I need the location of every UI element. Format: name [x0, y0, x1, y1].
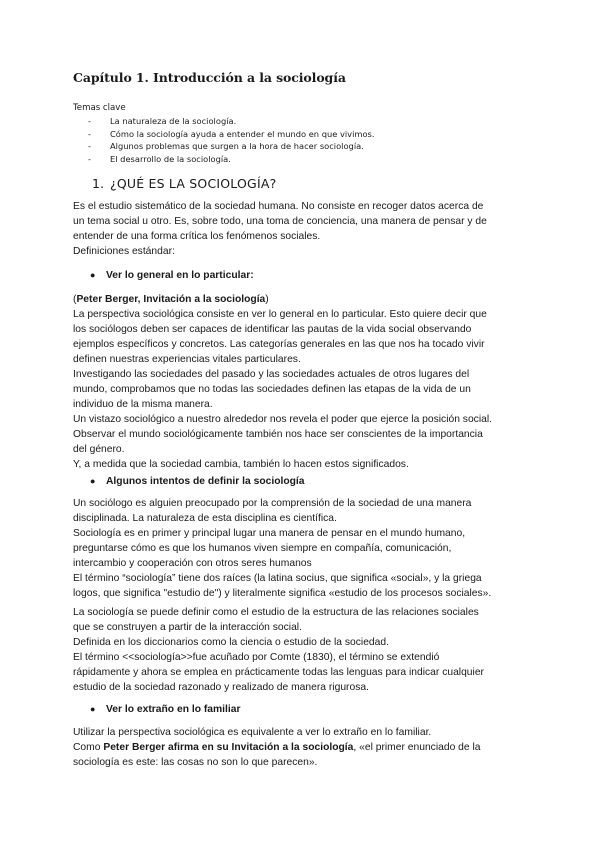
text-line: La sociología se puede definir como el estudio de la estructura de las relaciones sociales — [73, 607, 479, 618]
list-item: - Algunos problemas que surgen a la hora de hacer sociología. — [88, 141, 364, 152]
chapter-title: Capítulo 1. Introducción a la sociología — [73, 70, 346, 85]
text-line: del género. — [73, 444, 125, 455]
text-line: Utilizar la perspectiva sociológica es equivalente a ver lo extraño en lo familiar. — [73, 727, 432, 738]
section-heading — [92, 176, 276, 191]
temas-clave-list — [88, 115, 375, 165]
text-line: un tema social u otro. Es, sobre todo, una toma de conciencia, una manera de pensar y de — [73, 216, 487, 227]
bullet-heading-definir: ● Algunos intentos de definir la sociología — [90, 476, 305, 487]
text-line: definen nuestras experiencias vitales particulares. — [73, 354, 301, 365]
bullet-heading-extrano: ● Ver lo extraño en lo familiar — [90, 704, 241, 715]
text-line: sociología es este: las cosas no son lo que parecen». — [73, 757, 318, 768]
text-line: disciplinada. La naturaleza de esta disciplina es científica. — [73, 513, 337, 524]
text-line: Un sociólogo es alguien preocupado por la comprensión de la sociedad de una manera — [73, 498, 472, 509]
text-line: mundo, comprobamos que no todas las sociedades definen las etapas de la vida de un — [73, 384, 471, 395]
text-line: estudio de la sociedad razonado y realizado de manera rigurosa. — [73, 682, 369, 693]
text-line: rápidamente y ahora se emplea en prácticamente todas las lenguas para indicar cualquier — [73, 667, 484, 678]
text-line: Como Peter Berger afirma en su Invitación a la sociología, «el primer enunciado de la — [73, 742, 481, 753]
text-line: Observar el mundo sociológicamente también nos hace ser conscientes de la importancia — [73, 429, 483, 440]
text-line: El término “sociología” tiene dos raíces (la latina socius, que significa «social», y la griega — [73, 573, 482, 584]
text-line: Definida en los diccionarios como la ciencia o estudio de la sociedad. — [73, 637, 389, 648]
bullet-dot-icon: ● — [90, 476, 96, 486]
text-line: entender de una forma crítica los fenómenos sociales. — [73, 231, 321, 242]
bullet-dot-icon: ● — [90, 704, 96, 714]
text-line: Definiciones estándar: — [73, 246, 175, 257]
list-item: - Cómo la sociología ayuda a entender el mundo en que vivimos. — [88, 128, 375, 139]
dash-marker: - — [88, 141, 91, 152]
structure-paragraph — [73, 605, 533, 695]
text-line: preguntarse cómo es que los humanos viven siempre en compañía, comunicación, — [73, 543, 452, 554]
text-line: ejemplos específicos y concretos. Las categorías generales en las que nos ha tocado vivir — [73, 339, 485, 350]
dash-marker: - — [88, 116, 91, 126]
citation-line: (Peter Berger, Invitación a la sociología) — [73, 294, 269, 305]
text-line: los sociólogos deben ser capaces de identificar las pautas de la vida social observando — [73, 324, 472, 335]
list-item: - La naturaleza de la sociología. — [88, 116, 237, 126]
text-line: Un vistazo sociológico a nuestro alrededor nos revela el poder que ejerce la posición social. — [73, 414, 492, 425]
text-line: logos, que significa "estudio de") y literalmente significa «estudio de los procesos sociales». — [73, 588, 492, 599]
intro-paragraph — [73, 199, 533, 259]
list-item: - El desarrollo de la sociología. — [88, 153, 231, 164]
familiar-paragraph — [73, 725, 533, 770]
text-line: Sociología es en primer y principal lugar una manera de pensar en el mundo humano, — [73, 528, 466, 539]
text-line: Y, a medida que la sociedad cambia, también lo hacen estos significados. — [73, 459, 409, 470]
dash-marker: - — [88, 153, 91, 164]
text-line: La perspectiva sociológica consiste en ver lo general en lo particular. Esto quiere decir que — [73, 309, 487, 320]
text-line: Es el estudio sistemático de la sociedad humana. No consiste en recoger datos acerca de — [73, 201, 484, 212]
text-line: intercambio y cooperación con otros seres humanos — [73, 558, 312, 569]
temas-clave-label: Temas clave — [73, 103, 126, 113]
definitions-paragraph — [73, 496, 533, 601]
text-line: que se construyen a partir de la interacción social. — [73, 622, 302, 633]
section-title: ¿QUÉ ES LA SOCIOLOGÍA? — [110, 176, 277, 191]
bullet-dot-icon: ● — [90, 270, 96, 280]
bullet-heading-general: ● Ver lo general en lo particular: — [90, 270, 254, 281]
dash-marker: - — [88, 128, 91, 139]
text-line: El término <<sociología>>fue acuñado por Comte (1830), el término se extendió — [73, 652, 440, 663]
text-line: individuo de la misma manera. — [73, 399, 213, 410]
section-number: 1. — [92, 176, 105, 191]
text-line: Investigando las sociedades del pasado y las sociedades actuales de otros lugares del — [73, 369, 470, 380]
berger-paragraph — [73, 292, 533, 472]
